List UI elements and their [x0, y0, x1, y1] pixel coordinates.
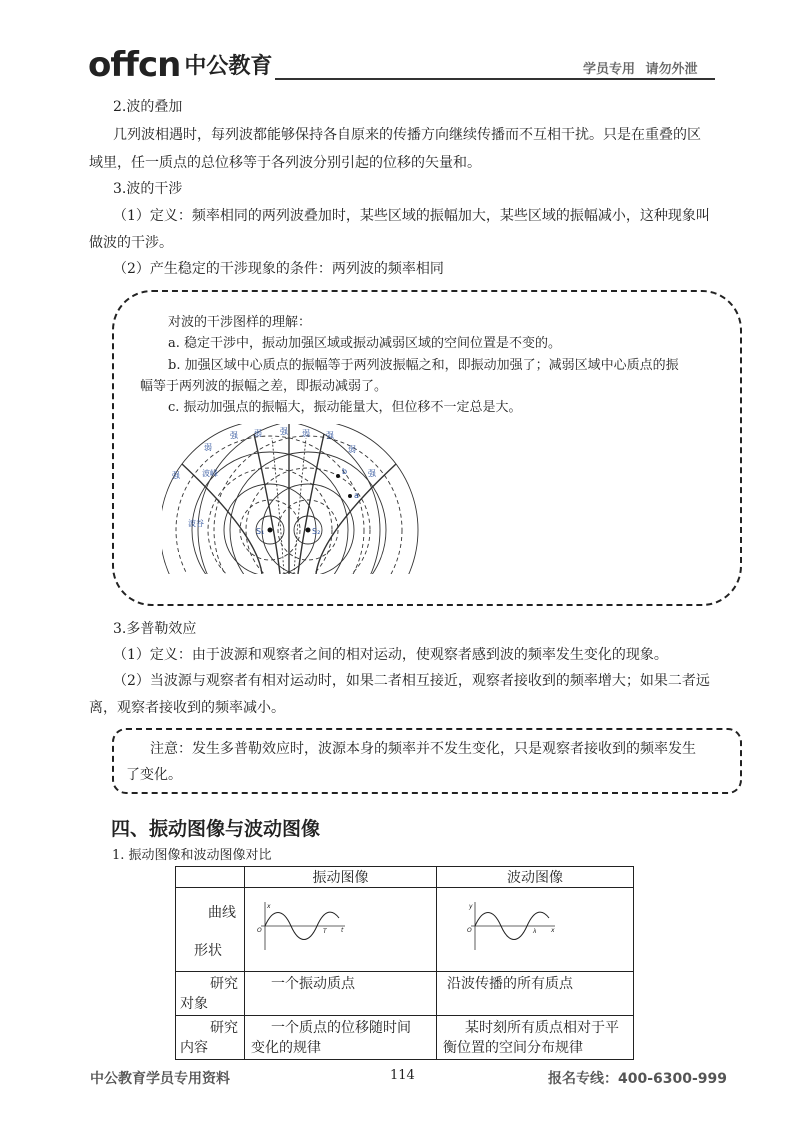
box1-point-c: c. 振动加强点的振幅大，振动能量大，但位移不一定总是大。 — [168, 400, 522, 415]
wave-research-content — [437, 1016, 634, 1060]
comparison-table — [175, 866, 634, 1060]
wave-front-s2 — [198, 424, 418, 574]
origin-label: O — [257, 927, 262, 934]
source-s2-dot — [306, 528, 311, 533]
logo-cn-text: 中公教育 — [184, 54, 273, 79]
section-title-interference: 3.波的干涉 — [113, 181, 183, 197]
antinodal-line — [254, 434, 280, 574]
label-strong: 强 — [368, 469, 376, 478]
label-strong: 强 — [230, 431, 238, 440]
label-crest: 波峰 — [202, 469, 218, 478]
row3-label-a: 研究 — [210, 1020, 238, 1036]
point-b-dot — [336, 474, 340, 478]
label-weak: 弱 — [254, 429, 262, 438]
table-row-research-content — [176, 1016, 634, 1060]
label-weak: 弱 — [348, 445, 356, 454]
section-subtitle-comparison: 1. 振动图像和波动图像对比 — [112, 848, 272, 863]
footer-hotline: 报名专线：400-6300-999 — [548, 1071, 728, 1087]
wave-content-line1: 某时刻所有质点相对于平 — [465, 1020, 619, 1036]
row2-label-a: 研究 — [210, 976, 238, 992]
interference-condition: （2）产生稳定的干涉现象的条件：两列波的频率相同 — [113, 261, 444, 277]
vibration-content-line1: 一个质点的位移随时间 — [271, 1020, 411, 1036]
axis-label-x: x — [551, 927, 555, 934]
interference-pattern-figure — [162, 424, 422, 574]
label-weak: 弱 — [302, 429, 310, 438]
vibration-research-object: 一个振动质点 — [245, 972, 437, 1016]
label-strong: 强 — [326, 431, 334, 440]
section-heading-graphs: 四、振动图像与波动图像 — [111, 818, 321, 840]
offcn-logo — [88, 44, 273, 85]
logo-latin-text: offcn — [88, 45, 181, 85]
superposition-para-line2: 域里，任一质点的总位移等于各列波分别引起的位移的矢量和。 — [89, 155, 481, 171]
header-rule — [275, 78, 715, 80]
axis-label-y: y — [469, 903, 473, 910]
label-trough: 波谷 — [188, 519, 204, 528]
row-label-curve-shape — [176, 888, 245, 972]
vibration-graph — [255, 900, 347, 952]
table-row-research-object — [176, 972, 634, 1016]
row1-label-a: 曲线 — [208, 905, 236, 921]
vibration-content-line2: 变化的规律 — [251, 1040, 321, 1056]
row3-label-b: 内容 — [180, 1040, 208, 1056]
label-s1: S₁ — [256, 527, 265, 536]
period-label: T — [323, 928, 327, 935]
label-s2: S₂ — [312, 527, 321, 536]
label-weak: 弱 — [204, 443, 212, 452]
wavelength-label: λ — [533, 928, 537, 935]
point-a-dot — [348, 494, 352, 498]
doppler-definition: （1）定义：由于波源和观察者之间的相对运动，使观察者感到波的频率发生变化的现象。 — [113, 647, 668, 663]
source-s1-dot — [268, 528, 273, 533]
row2-label-b: 对象 — [180, 996, 208, 1012]
box1-point-a: a. 稳定干涉中，振动加强区域或振动减弱区域的空间位置是不变的。 — [168, 336, 562, 351]
header-tag: 学员专用 请勿外泄 — [583, 62, 698, 77]
antinodal-line — [298, 434, 324, 574]
table-header-row — [176, 867, 634, 888]
table-row-curve-shape — [176, 888, 634, 972]
vibration-graph-cell — [245, 888, 437, 972]
axis-label-t: t — [341, 927, 344, 934]
table-header-wave: 波动图像 — [437, 867, 634, 888]
doppler-para-line2: 离，观察者接收到的频率减小。 — [89, 700, 285, 716]
table-corner-cell — [176, 867, 245, 888]
superposition-para-line1: 几列波相遇时，每列波都能够保持各自原来的传播方向继续传播而不互相干扰。只是在重叠的区 — [113, 127, 701, 143]
axis-label-x: x — [267, 903, 271, 910]
row1-label-b: 形状 — [194, 943, 222, 959]
box1-title: 对波的干涉图样的理解： — [168, 315, 312, 330]
wave-content-line2: 衡位置的空间分布规律 — [443, 1040, 583, 1056]
box1-point-b-line2: 幅等于两列波的振幅之差，即振动减弱了。 — [140, 379, 388, 394]
interference-def-line2: 做波的干涉。 — [89, 235, 173, 251]
vibration-research-content — [245, 1016, 437, 1060]
wave-graph-cell — [437, 888, 634, 972]
antinodal-line — [316, 464, 396, 574]
section-title-superposition: 2.波的叠加 — [113, 99, 183, 115]
doppler-para-line1: （2）当波源与观察者有相对运动时，如果二者相互接近，观察者接收到的频率增大；如果二者远 — [113, 673, 710, 689]
interference-def-line1: （1）定义：频率相同的两列波叠加时，某些区域的振幅加大，某些区域的振幅减小，这种现象叫 — [113, 208, 710, 224]
table-header-vibration: 振动图像 — [245, 867, 437, 888]
doppler-note-line1: 注意：发生多普勒效应时，波源本身的频率并不发生变化，只是观察者接收到的频率发生 — [150, 741, 696, 757]
section-title-doppler: 3.多普勒效应 — [113, 621, 197, 637]
origin-label: O — [467, 927, 472, 934]
box1-point-b-line1: b. 加强区域中心质点的振幅等于两列波振幅之和，即振动加强了；减弱区域中心质点的振 — [168, 358, 679, 373]
footer-left-text: 中公教育学员专用资料 — [90, 1071, 230, 1087]
wave-graph — [465, 900, 557, 952]
label-a: a — [354, 491, 359, 500]
doppler-note-line2: 了变化。 — [126, 767, 182, 783]
label-strong: 强 — [280, 427, 288, 436]
page-number: 114 — [390, 1068, 415, 1083]
label-b: b — [342, 467, 348, 476]
label-strong: 强 — [172, 471, 180, 480]
row-label-research-object — [176, 972, 245, 1016]
row-label-research-content — [176, 1016, 245, 1060]
wave-research-object: 沿波传播的所有质点 — [437, 972, 634, 1016]
